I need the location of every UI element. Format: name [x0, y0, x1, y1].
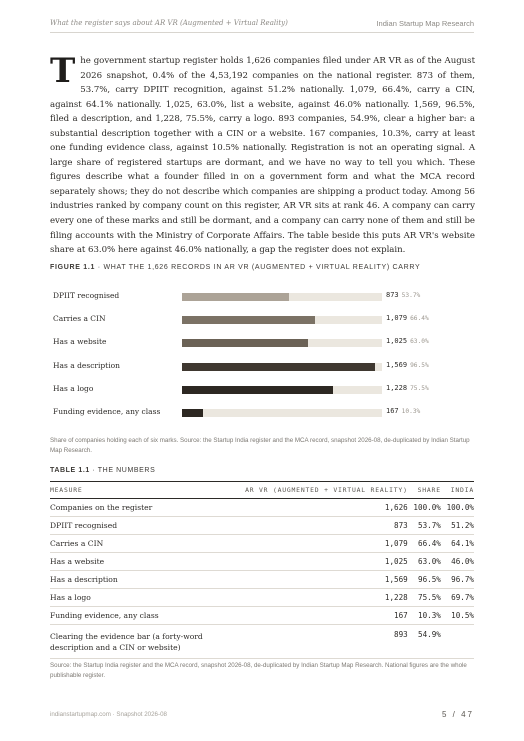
bar-category-label: Has a logo — [53, 383, 94, 393]
sector-count-cell: 893 — [230, 625, 408, 659]
measure-cell: Has a website — [50, 553, 230, 571]
figure-caption — [50, 264, 420, 271]
table-label: TABLE 1.1 — [50, 467, 90, 474]
india-cell: 10.5% — [441, 607, 474, 625]
bar-fill — [182, 339, 308, 347]
bar-track — [182, 386, 382, 394]
bar-count: 1,228 — [386, 383, 408, 392]
measure-cell: Has a logo — [50, 589, 230, 607]
running-title: What the register says about AR VR (Augmented + Virtual Reality) — [50, 19, 288, 27]
table-header-row — [50, 482, 474, 499]
table-row — [50, 607, 474, 625]
share-cell: 66.4% — [408, 535, 441, 553]
bar-count: 167 — [386, 407, 399, 415]
bar-row — [50, 289, 475, 303]
bar-fill — [182, 386, 333, 394]
bar-value-label — [386, 314, 429, 322]
column-header-measure: MEASURE — [50, 482, 230, 499]
table-body — [50, 499, 474, 659]
numbers-table — [50, 481, 474, 659]
body-paragraph-text: he government startup register holds 1,626 companies filed under AR VR as of the August 2026 snapshot, 0.4% of the 4,53,192 companies on the national register. 873 of them, 53.7%, carry DPIIT recognition, against 51.2% nationally. 1,079, 66.4%, carry a CIN, against 64.1% nationally. 1,025, 63.0%, list a website, against 46.0% nationally. 1,569, 96.5%, filed a description, and 1,228, 75.5%, carry a logo. 893 companies, 54.9%, clear a higher bar: a substantial description together with a CIN or a website. 167 companies, 10.3%, carry at least one funding evidence class, against 10.5% nationally. Registration is not an operating signal. A large share of registered startups are dormant, and we have no way to tell you which. These figures describe what a founder filled in on a government form and what the MCA record separately shows; they do not describe which companies are shipping a product today. Among 56 industries ranked by company count on this register, AR VR sits at rank 46. A company can carry every one of these marks and still be dormant, and a company can carry none of them and still be filing accounts with the Ministry of Corporate Affairs. The table beside this puts AR VR's website share at 63.0% here against 46.0% nationally, a gap the register does not explain. — [50, 56, 475, 256]
sector-count-cell: 1,626 — [230, 499, 408, 517]
drop-cap: T — [50, 51, 76, 91]
sector-count-cell: 1,569 — [230, 571, 408, 589]
figure-title: WHAT THE 1,626 RECORDS IN AR VR (AUGMENTED + VIRTUAL REALITY) CARRY — [103, 264, 421, 271]
bar-row — [50, 335, 475, 349]
bar-fill — [182, 409, 203, 417]
share-cell: 63.0% — [408, 553, 441, 571]
page-number: 5 / 47 — [441, 710, 474, 719]
share-cell: 96.5% — [408, 571, 441, 589]
bar-value-label — [386, 361, 429, 369]
bar-percent: 96.5% — [410, 361, 429, 369]
table-row — [50, 517, 474, 535]
india-cell: 46.0% — [441, 553, 474, 571]
bar-track — [182, 339, 382, 347]
bar-fill — [182, 293, 289, 301]
india-cell — [441, 625, 474, 659]
table-caption — [50, 467, 155, 474]
table-row — [50, 499, 474, 517]
table-row — [50, 589, 474, 607]
share-cell: 54.9% — [408, 625, 441, 659]
measure-cell: Carries a CIN — [50, 535, 230, 553]
bar-count: 1,079 — [386, 314, 408, 323]
india-cell: 69.7% — [441, 589, 474, 607]
share-cell: 10.3% — [408, 607, 441, 625]
header-divider — [50, 32, 474, 33]
bar-percent: 10.3% — [401, 408, 421, 415]
bar-value-label — [386, 291, 420, 299]
table-title: THE NUMBERS — [97, 467, 156, 474]
bar-value-label — [386, 384, 429, 392]
sector-count-cell: 167 — [230, 607, 408, 625]
table-row — [50, 625, 474, 659]
bar-track — [182, 363, 382, 371]
column-header-share: SHARE — [408, 482, 441, 499]
column-header-india: INDIA — [441, 482, 474, 499]
footer-source: indianstartupmap.com · Snapshot 2026-08 — [50, 711, 167, 718]
page-footer — [50, 710, 474, 719]
bar-category-label: Carries a CIN — [53, 314, 106, 324]
bar-category-label: Has a website — [53, 337, 107, 347]
sector-count-cell: 873 — [230, 517, 408, 535]
bar-percent: 75.5% — [410, 384, 429, 392]
bar-category-label: DPIIT recognised — [53, 291, 120, 300]
share-cell: 53.7% — [408, 517, 441, 535]
bar-category-label: Has a description — [53, 360, 120, 370]
india-cell: 64.1% — [441, 535, 474, 553]
table-row — [50, 571, 474, 589]
bar-row — [50, 312, 475, 326]
bar-track — [182, 316, 382, 324]
table-row — [50, 553, 474, 571]
share-cell: 75.5% — [408, 589, 441, 607]
site-name: Indian Startup Map Research — [376, 18, 474, 28]
measure-cell: Funding evidence, any class — [50, 607, 230, 625]
bar-percent: 66.4% — [410, 315, 429, 323]
measure-cell: Companies on the register — [50, 499, 230, 517]
figure-label: FIGURE 1.1 — [50, 264, 96, 271]
bar-fill — [182, 363, 375, 371]
bar-fill — [182, 316, 315, 324]
figure-separator: · — [95, 264, 104, 271]
share-cell: 100.0% — [408, 499, 441, 517]
body-paragraph — [50, 51, 475, 258]
india-cell: 51.2% — [441, 517, 474, 535]
measure-cell: DPIIT recognised — [50, 517, 230, 535]
bar-chart — [50, 283, 475, 423]
bar-row — [50, 382, 475, 396]
column-header-sector: AR VR (AUGMENTED + VIRTUAL REALITY) — [230, 482, 408, 499]
bar-track — [182, 293, 382, 301]
bar-count: 873 — [386, 291, 399, 299]
sector-count-cell: 1,228 — [230, 589, 408, 607]
bar-value-label — [386, 337, 429, 345]
bar-percent: 63.0% — [410, 338, 429, 346]
bar-count: 1,025 — [386, 337, 408, 346]
measure-cell: Has a description — [50, 571, 230, 589]
bar-row — [50, 359, 475, 373]
bar-row — [50, 405, 475, 419]
bar-value-label — [386, 407, 420, 415]
table-separator: · — [89, 467, 98, 474]
bar-percent: 53.7% — [401, 292, 421, 299]
table-row — [50, 535, 474, 553]
bar-count: 1,569 — [386, 360, 408, 369]
figure-note: Share of companies holding each of six marks. Source: the Startup India register and the MCA record, snapshot 2026-08, de-duplicated by Indian Startup Map Research. — [50, 437, 470, 454]
measure-cell: Clearing the evidence bar (a forty-word description and a CIN or website) — [50, 625, 230, 659]
bar-track — [182, 409, 382, 417]
india-cell: 96.7% — [441, 571, 474, 589]
page-header — [50, 16, 474, 30]
bar-category-label: Funding evidence, any class — [53, 407, 161, 416]
sector-count-cell: 1,025 — [230, 553, 408, 571]
table-note: Source: the Startup India register and the MCA record, snapshot 2026-08, de-duplicated by Indian Startup Map Research. National figures are the whole publishable register. — [50, 662, 467, 679]
sector-count-cell: 1,079 — [230, 535, 408, 553]
india-cell: 100.0% — [441, 499, 474, 517]
